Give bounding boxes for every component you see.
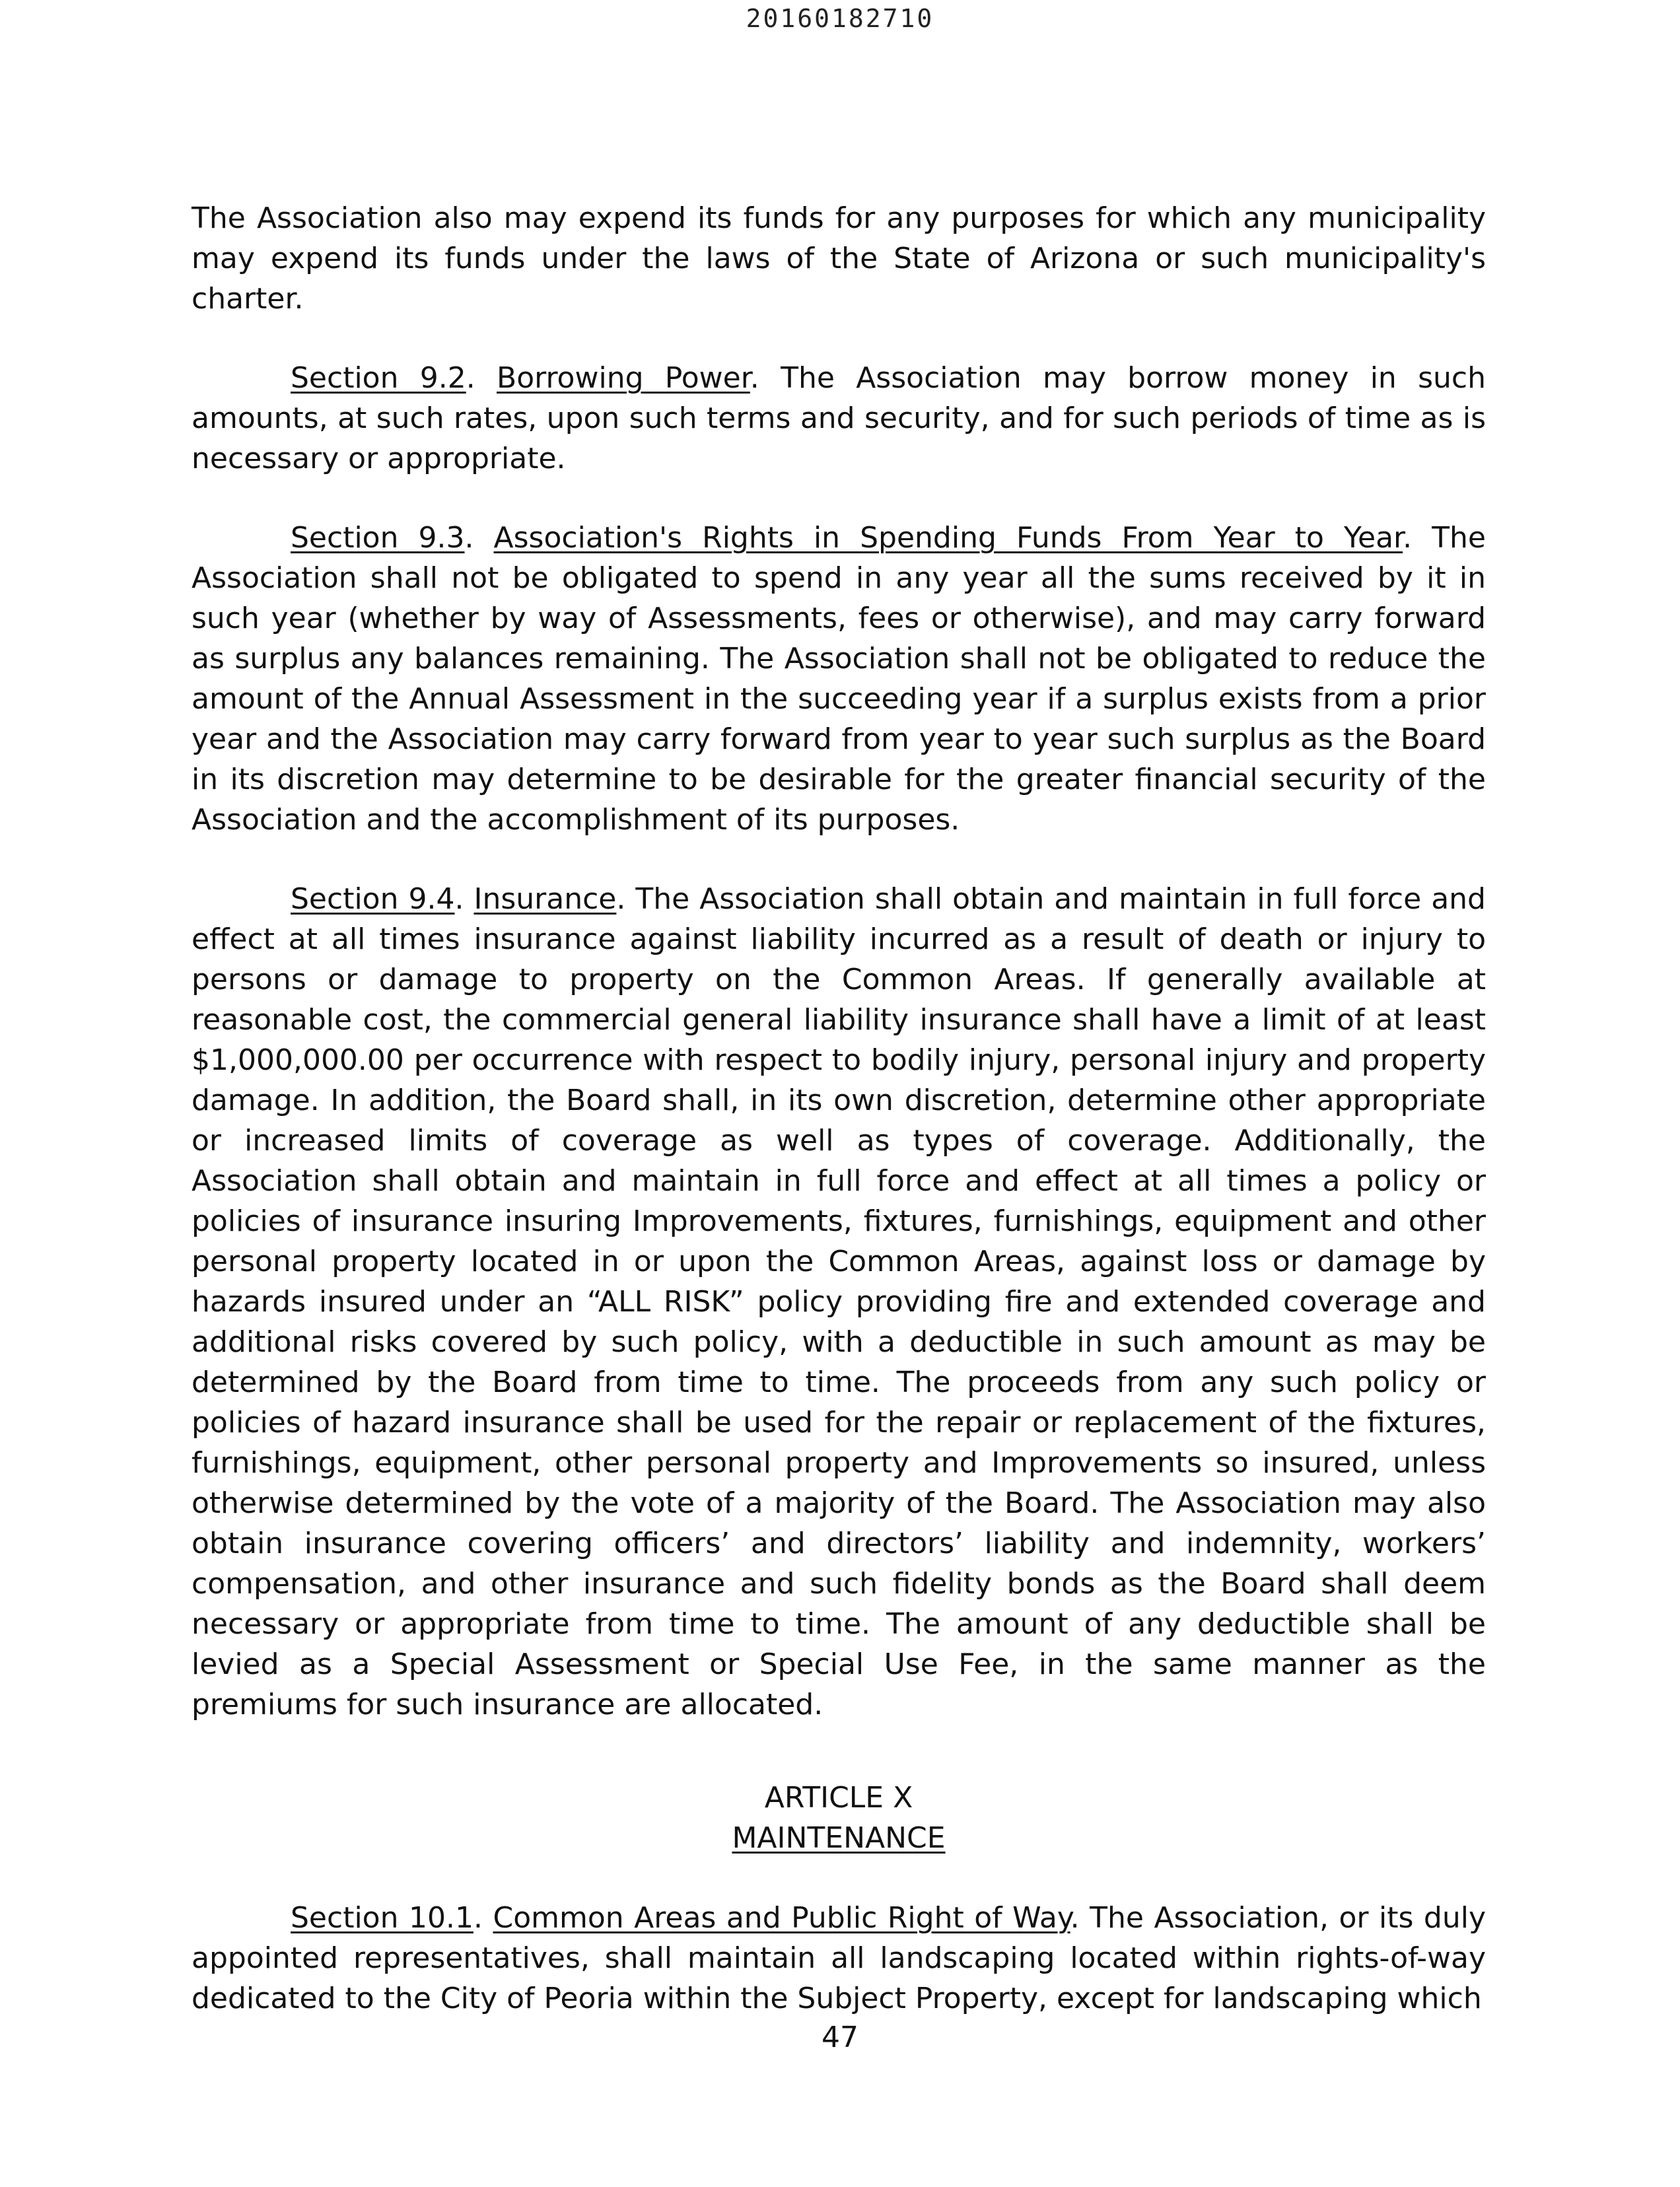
section-9-3: Section 9.3. Association's Rights in Spending Funds From Year to Year. The Association shall not be obligated to spend in any year all the sums received by it in such year (whether by way of Assessments, fees or otherwise), and may carry forward as surplus any balances remaining. The Association shall not be obligated to reduce the amount of the Annual Assessment in the succeeding year if a surplus exists from a prior year and the Association may carry forward from year to year such surplus as the Board in its discretion may determine to be desirable for the greater financial security of the Association and the accomplishment of its purposes. — [192, 521, 1486, 837]
section-9-3-text: The Association shall not be obligated to spend in any year all the sums received by it in such year (whether by way of Assessments, fees or otherwise), and may carry forward as surplus any balances remaining. The Association shall not be obligated to reduce the amount of the Annual Assessment in the succeeding year if a surplus exists from a prior year and the Association may carry forward from year to year such surplus as the Board in its discretion may determine to be desirable for the greater financial security of the Association and the accomplishment of its purposes. — [192, 521, 1486, 837]
page-number: 47 — [822, 2021, 858, 2054]
section-9-4-title: Insurance — [473, 882, 617, 916]
section-10-1-number: Section 10.1 — [291, 1901, 473, 1935]
document-body — [192, 198, 1486, 2058]
section-9-2-number: Section 9.2 — [291, 361, 466, 395]
article-title: MAINTENANCE — [732, 1821, 946, 1855]
section-9-3-number: Section 9.3 — [291, 521, 465, 555]
section-10-1: Section 10.1. Common Areas and Public Right of Way. The Association, or its duly appointed representatives, shall maintain all landscaping located within rights-of-way dedicated to the City of Peoria within the Subject Property, except for landscaping which — [192, 1901, 1486, 2015]
article-heading — [192, 1778, 1486, 1858]
section-9-4-text: The Association shall obtain and maintain in full force and effect at all times insurance against liability incurred as a result of death or injury to persons or damage to property on the Common Areas. If generally available at reasonable cost, the commercial general liability insurance shall have a limit of at least $1,000,000.00 per occurrence with respect to bodily injury, personal injury and property damage. In addition, the Board shall, in its own discretion, determine other appropriate or increased limits of coverage as well as types of coverage. Additionally, the Association shall obtain and maintain in full force and effect at all times a policy or policies of insurance insuring Improvements, fixtures, furnishings, equipment and other personal property located in or upon the Common Areas, against loss or damage by hazards insured under an “ALL RISK” policy providing fire and extended coverage and additional risks covered by such policy, with a deductible in such amount as may be determined by the Board from time to time. The proceeds from any such policy or policies of hazard insurance shall be used for the repair or replacement of the fixtures, furnishings, equipment, other personal property and Improvements so insured, unless otherwise determined by the vote of a majority of the Board. The Association may also obtain insurance covering officers’ and directors’ liability and indemnity, workers’ compensation, and other insurance and such fidelity bonds as the Board shall deem necessary or appropriate from time to time. The amount of any deductible shall be levied as a Special Assessment or Special Use Fee, in the same manner as the premiums for such insurance are allocated. — [192, 882, 1486, 1721]
section-9-2-text: The Association may borrow money in such amounts, at such rates, upon such terms and security, and for such periods of time as is necessary or appropriate. — [192, 361, 1486, 475]
document-number: 20160182710 — [746, 4, 934, 33]
section-9-4-number: Section 9.4 — [291, 882, 455, 916]
article-number: ARTICLE X — [764, 1781, 913, 1815]
section-9-3-title: Association's Rights in Spending Funds From Year to Year — [493, 521, 1403, 555]
section-10-1-title: Common Areas and Public Right of Way — [493, 1901, 1070, 1935]
section-9-2-title: Borrowing Power — [497, 361, 750, 395]
section-9-2: Section 9.2. Borrowing Power. The Association may borrow money in such amounts, at such rates, upon such terms and security, and for such periods of time as is necessary or appropriate. — [192, 361, 1486, 475]
section-9-4: Section 9.4. Insurance. The Association shall obtain and maintain in full force and effect at all times insurance against liability incurred as a result of death or injury to persons or damage to property on the Common Areas. If generally available at reasonable cost, the commercial general liability insurance shall have a limit of at least $1,000,000.00 per occurrence with respect to bodily injury, personal injury and property damage. In addition, the Board shall, in its own discretion, determine other appropriate or increased limits of coverage as well as types of coverage. Additionally, the Association shall obtain and maintain in full force and effect at all times a policy or policies of insurance insuring Improvements, fixtures, furnishings, equipment and other personal property located in or upon the Common Areas, against loss or damage by hazards insured under an “ALL RISK” policy providing fire and extended coverage and additional risks covered by such policy, with a deductible in such amount as may be determined by the Board from time to time. The proceeds from any such policy or policies of hazard insurance shall be used for the repair or replacement of the fixtures, furnishings, equipment, other personal property and Improvements so insured, unless otherwise determined by the vote of a majority of the Board. The Association may also obtain insurance covering officers’ and directors’ liability and indemnity, workers’ compensation, and other insurance and such fidelity bonds as the Board shall deem necessary or appropriate from time to time. The amount of any deductible shall be levied as a Special Assessment or Special Use Fee, in the same manner as the premiums for such insurance are allocated. — [192, 882, 1486, 1721]
paragraph-expend-funds: The Association also may expend its funds for any purposes for which any municipality may expend its funds under the laws of the State of Arizona or such municipality's charter. — [192, 201, 1486, 316]
section-10-1-text: The Association, or its duly appointed representatives, shall maintain all landscaping located within rights-of-way dedicated to the City of Peoria within the Subject Property, except for landscaping which — [192, 1901, 1486, 2015]
